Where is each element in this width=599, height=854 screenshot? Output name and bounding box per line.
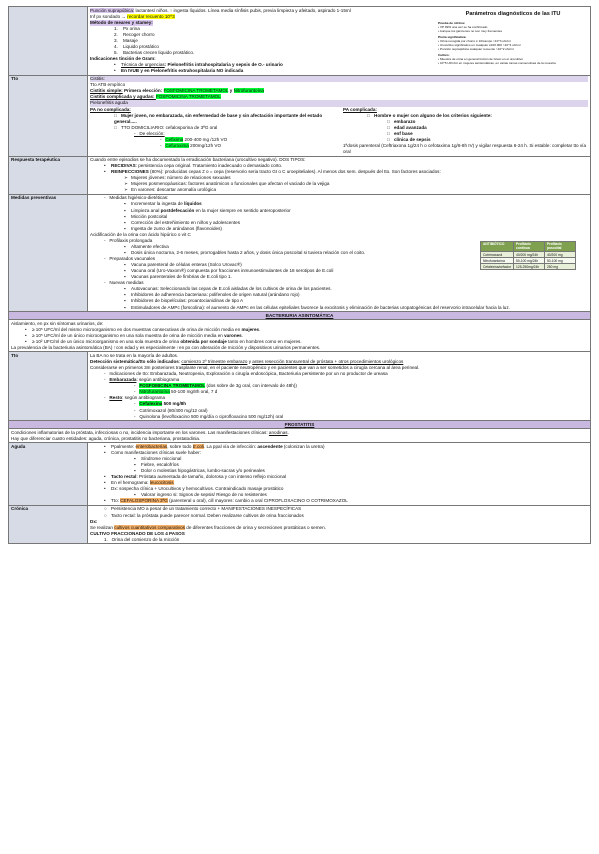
cultivo-step: 1. Orina del comienzo de la micción	[104, 536, 180, 542]
medidas-item: ▪ Incrementar la ingesta de líquidos	[124, 201, 202, 207]
reinf-factor: ➢ En varones: descartar anomalía urológica	[124, 187, 217, 193]
bact-prevalence: La prevalencia de la bacteriuria asintomática (BA) ↑con edad y es especialmente ↑en px con alteración de micción y dispositivos urinarios permanentes.	[11, 344, 321, 350]
nuevas-item: ▪ Inhibidores de biopelículas: proantocianidinas de tipo A	[124, 298, 244, 304]
nuevas-item: ▪ Inhibidores de adherencia bacteriana: polifenoles de origen natural (arándano rojo)	[124, 292, 300, 298]
table-header: Profilaxis continua	[514, 241, 545, 251]
gram-item: • En IVUB y en Pielonefritis extrahospitalaria NO indicada	[114, 68, 244, 74]
nitrites-title: Prueba de nitritos:	[438, 20, 466, 25]
quinolona-line: - Quinolona (levofloxacino 500 mg/día o ciprofloxacino 500 mg/12h) oral	[134, 413, 284, 419]
prostatitis-section-row	[9, 421, 591, 429]
aguda-item: • Tacto rectal: Próstata aumentada de tamaño, dolorosa y con intenso reflejo miccional	[104, 474, 287, 480]
response-row	[9, 156, 591, 194]
table-header: Profilaxis poscoital	[544, 241, 575, 251]
sondado-text: Inf px sondado →	[90, 13, 127, 19]
culture-line: • Muestra de orina en general tinción de Gram en el urocultivo	[438, 56, 524, 61]
cefuroxima-line: - Cefuroxima 200mg/12h VO	[160, 142, 222, 148]
cronica-content	[88, 505, 591, 543]
cronica-dx: Dx:	[90, 518, 98, 524]
nuevas-title: - Nuevas medidas	[104, 280, 144, 286]
nitrofurantoina-line: - Nitrofurantoína 50-100 mg/8h oral, 7 d	[134, 389, 218, 395]
pa-complicada	[343, 107, 588, 156]
vacuna-item: ▪ Vacuna oral (Uro-Vaxom®) compuesta por fracciones inmunoestimulantes de 18 serotipos de E.coli	[124, 268, 334, 274]
bacteriuria-tto-label: Tto	[9, 352, 88, 421]
bact-criterion: • ≥ 10⁵ UFC/ml del mismo microorganismo en dos muestras consecutivas de orina de micción media en mujeres.	[25, 326, 261, 332]
prostatitis-intro-row	[9, 429, 591, 443]
parameters-box	[438, 9, 588, 65]
bact-resto: - Resto: según antibiograma	[104, 395, 166, 401]
bact-indicaciones: - Indicaciones de tto: Embarazada, Neutropenia, Exploración o cirugía endoscópica, Bacteriuria persistente por un no productor de ureasa	[104, 371, 388, 377]
diagnosis-content	[88, 7, 591, 76]
cultivo-title: CULTIVO FRACCIONADO DE LOS 4 PASOS	[90, 530, 185, 536]
pa-c-item: □ edad avanzada	[387, 124, 427, 130]
diagnosis-row	[9, 7, 591, 76]
pa-no-item: □ Mujer joven, no embarazada, sin enfermedad de base y sin afectación importante del estado general.....	[114, 112, 323, 124]
bacteriuria-section-row	[9, 312, 591, 320]
table-header: ANTIBIÓTICO	[481, 241, 514, 251]
bacteriuria-tto-content	[88, 352, 591, 421]
pyuria-line: • Urocultivo significativo en cualquier ≥100.000 >10^4 ufc/ml	[438, 42, 521, 47]
pyuria-line: • Punción suprapúbica cualquier recuento >10^2 ufc/ml	[438, 46, 514, 51]
aguda-item: • Ppalmente: enterobacterias, sobre todo E.coli. La ppal vía de infección: ascendente (colonizan la uretra)	[104, 443, 325, 449]
sondado-highlight: recordar recuento 10^3	[127, 13, 175, 19]
pa-no-complicada	[90, 107, 343, 156]
pa-c-note: 1ªdosis parenteral (Ceftriaxona 1g/24 h o cefotaxima 1g/6-8h IV) y vigilar respuesta 6-24 h. Si estable: completar tto vía oral	[343, 142, 586, 154]
cronica-item: ○ Tacto rectal: la próstata puede parecer normal. Deben realizarse cultivos de orina fraccionados	[104, 512, 304, 518]
antibiotic-table	[480, 241, 576, 271]
bacteriuria-tto-row	[9, 352, 591, 421]
bact-considerar: Considerarse en primeros 3m posteriores trasplante renal, en el paciente neutropénico y en pacientes que van a ser sometidos a cirugía cercana al área perineal.	[90, 365, 420, 371]
response-intro: Cuando entre episodios se ha documentado la erradicación bacteriana (urocultivo negativo). DOS TIPOS:	[90, 157, 306, 162]
reinfecciones-line: • REINFECCIONES (80%): producidas cepas ≠ o = cepa (reservorio seria tracto GI o C uroepiteliales). Al menos dos sem. después del tto. Son factores asociados:	[104, 169, 441, 175]
reinf-factor: ➢ Mujeres posmenopáusicas: factores anatómicos o funcionales que afectan el vaciado de la vejiga	[124, 181, 330, 187]
acidificacion-line: Acidificación de la orina con ácido hipúrico o vit C	[90, 231, 191, 237]
medidas-item: ▪ Micción postcoital	[124, 213, 168, 219]
medidas-item: ▪ Corrección del estreñimiento en niños y adolescentes	[124, 219, 241, 225]
treatment-content	[88, 75, 591, 156]
puncion-label: Punción suprapúbica:	[90, 7, 135, 13]
pyuria-line: • Orina recogida por chorro ≥ 10/campo >10^3 ufc/ml	[438, 38, 511, 43]
prostatitis-intro	[9, 429, 591, 443]
cistitis-heading: Cistitis:	[90, 76, 588, 82]
culture-title: Cultivo:	[438, 52, 450, 57]
aguda-symptom: ▪ Fiebre, escalofríos	[134, 462, 179, 467]
aguda-content	[88, 443, 591, 506]
meares-item: 2. Recoger chorro	[114, 31, 155, 37]
pa-c-intro: □ Hombre o mujer con alguno de los criterios siguiente:	[367, 112, 492, 118]
pa-c-item: □ clínica de sepsis	[387, 136, 431, 142]
pielonefritis-columns	[90, 107, 588, 156]
antibiotic-table-header	[481, 241, 576, 251]
bact-criterion: • ≥ 10⁵ UFC/ml de un único microorganismo en una sola muestra de orina de micción media en varones.	[25, 332, 244, 338]
prostatitis-title: PROSTATITIS	[9, 421, 591, 429]
meares-item: 3. Masaje	[114, 37, 138, 43]
cronica-row	[9, 505, 591, 543]
meares-title: Método de meares y stamey:	[90, 19, 153, 25]
aguda-row	[9, 443, 591, 506]
profilaxis-title: - Profilaxis prolongada	[104, 237, 153, 243]
vacunas-title: - Preparados vacunales	[104, 256, 156, 261]
cronica-cultivos: Se realizan cultivos cuantitativos comparativos de diferentes fracciones de orina y secreciones prostáticas o semen.	[90, 524, 326, 530]
table-row: Cefalexina/cefaclor 125-250mg/24h 250 mg	[481, 264, 576, 270]
cotrimoxazol-line: - Cotrimoxazol (80/400 mg/12 oral)	[134, 407, 208, 413]
reinf-factor: ➢ Mujeres jóvenes: número de relaciones sexuales	[124, 175, 231, 181]
prevention-row	[9, 194, 591, 311]
cistitis-complicada-line: Cistitis complicada y agudas: FOSFOMICINA TROMETAMOL	[90, 94, 221, 100]
pa-c-title: PA complicada:	[343, 106, 377, 112]
prevention-content	[88, 194, 591, 311]
pyuria-title: Piuria significativa:	[438, 34, 467, 39]
nitrites-line: • VP 99% una vez se ha confirmado	[438, 24, 488, 29]
aguda-symptom: ▪ Dolor o molestias hipogástricas, lumbo-sacras y/o perineales	[134, 468, 265, 474]
de-eleccion: - De elección:	[134, 130, 165, 136]
aguda-label: Aguda	[9, 443, 88, 506]
profilaxis-item: ▪ Dosis única nocturna, 2-6 meses, prorrogables hasta 2 años, y dosis única poscoital si tuviera relación con el coito.	[124, 249, 366, 255]
recidivas-line: • RECIDIVAS: persistencia cepa original. Tratamiento inadecuado o demasiado corto.	[104, 163, 283, 169]
vacuna-item: ▪ Vacuna parenteral de células enteras (Solco Urovac®)	[124, 262, 242, 268]
treatment-label: Tto	[9, 75, 88, 156]
pielonefritis-heading: Pielonefritis aguda	[90, 100, 588, 106]
aguda-item: • En el hemograma: leucocitosis	[104, 480, 174, 486]
aguda-sub: ▪ Valorar ingreso si: Signos de sepsis/ Riesgo de no resistentes	[134, 492, 267, 498]
bact-embarazada: - Embarazada: según antibiograma	[104, 377, 180, 383]
meares-item: 4. Liquido prostático	[114, 43, 159, 49]
medidas-item: ▪ Limpieza anal postdefecación en la mujer siempre en sentido anteroposterior	[124, 207, 291, 213]
vacuna-item: ▪ Vacunas parenterales de fimbrias de E.coli tipo 1.	[124, 274, 232, 280]
treatment-row	[9, 75, 591, 156]
bacteriuria-title: BACTERIURIA ASINTOMÁTICA	[9, 312, 591, 320]
nitrites-line: • Aunque los gérmenes no son muy frecuentes	[438, 28, 503, 33]
pa-c-item: □ embarazo	[387, 118, 416, 124]
pa-c-item: □ enf base	[387, 130, 413, 136]
prost-intro2: Hay que diferenciar cuatro entidades: aguda, crónica, prostatitis no bacteriana, prostatodinia.	[11, 435, 201, 441]
aguda-item: • Como manifestaciones clínicas suele haber:	[104, 449, 201, 455]
puncion-text: lactantes/ niños. ↑ ingesta líquidos. Línea media sínfisis pubis, previa limpieza y afeitado, aspirado 1-15ml	[134, 7, 351, 13]
diagnosis-label-cell	[9, 7, 88, 76]
cronica-item: ○ Persistencia MO a pesar de un tratamiento correcto + MANIFESTACIONES INESPECÍFICAS	[104, 506, 302, 512]
pa-no-item: □ TTO DOMICILIARIO: cefalosporina de 3ªG oral	[114, 124, 218, 130]
response-content	[88, 156, 591, 194]
table-row: Cotrimoxazol 40/200 mg/24h 40/200 mg	[481, 252, 576, 258]
bact-intro-line: Aislamiento, en px sin síntomas urinarios, de:	[11, 320, 104, 326]
cronica-label: Crónica	[9, 505, 88, 543]
bact-deteccion: Detección sistemática/tto sólo indicados: comienzo 2º trimestre embarazo y antes resección transuretral de próstata + otros procedimientos urológicos	[90, 359, 404, 364]
empirico-line: Tto ATB empírico	[90, 82, 126, 88]
aguda-item: • Tto: CEFALOSPORINA 3ªG (parenteral u oral), cill mayores: cambio a oral CIPROFLOXACINO O COTRIMOXAZOL	[104, 498, 348, 504]
response-label: Respuesta terapéutica	[9, 156, 88, 194]
aguda-item: • Dx: sospecha clínica + Urocultivos y hemocultivos. Contraindicado masaje prostático	[104, 486, 284, 492]
pa-no-title: PA no complicada:	[90, 106, 131, 112]
medidas-title: - Medidas higiénico-dietéticas:	[104, 195, 169, 201]
prevention-label: Medidas preventivas	[9, 194, 88, 311]
cefixima-line: - Cefixima 200-400 mg /12h VO	[160, 136, 228, 142]
aguda-symptom: ▪ Síndrome miccional	[134, 455, 182, 461]
culture-line: • 10^5 UFC/ml en mujeres asintomáticas, en varias tomas consecutivas de la muestra	[438, 60, 556, 65]
bact-tto1: La BA no se trata en la mayoría de adultos.	[90, 352, 179, 358]
prost-intro1: Condiciones inflamatorias de la próstata, infecciosas o no, incidencia importante en los varones. Las manifestaciones clínicas: anodinas.	[11, 429, 289, 435]
parameters-title: Parámetros diagnósticos de las ITU	[465, 10, 561, 17]
cefalexina-line: - Cefalexina 500 mg/8h	[134, 401, 187, 407]
gram-title: Indicaciones tinción de Gram:	[90, 56, 156, 61]
bact-criterion: • ≥ 10² UFC/ml de un único microorganismo en una sola muestra de orina obtenida por sondaje tanto en hombres como en mujeres.	[25, 338, 302, 344]
nuevas-item: ▪ Estimuladores de AMPc (forscolina): el aumento de AMPc en las células epiteliales favorece la exocitosis y eliminación de bacterias uropatogénicas del reservorio intracelular hacia la luz.	[124, 304, 510, 310]
profilaxis-item: ▪ Altamente efectiva	[124, 243, 169, 249]
meares-item: 5. Bacterias crecen liquido prostático.	[114, 49, 195, 55]
bacteriuria-intro	[9, 320, 591, 352]
nuevas-item: ▪ Autovacunas: Seleccionando las cepas de E.coli aisladas de los cultivos de orina de los pacientes.	[124, 286, 332, 292]
table-row: Nitrofurantoína 50-100 mg/24h 50-100 mg	[481, 258, 576, 264]
fosfomicina-line: - FOSFOMICINA TROMETAMOL (dos sobre de 3g oral, con intervalo de 48h))	[134, 383, 297, 389]
notes-table	[8, 6, 591, 544]
cistitis-simple-line: Cistitis simple: Primera elección: FOSFOMICINA TROMETAMOL y Nitrofurantoína	[90, 88, 264, 94]
medidas-item: ▪ Ingesta de zumo de arándanos (flavonoides)	[124, 225, 222, 231]
gram-item: • Técnica de urgencias: Pielonefritis intrahospitalaria y sepsis de O.- urinario	[114, 62, 283, 68]
document-page	[8, 6, 591, 544]
meares-item: 1. Px orina	[114, 25, 140, 31]
bacteriuria-intro-row	[9, 320, 591, 352]
